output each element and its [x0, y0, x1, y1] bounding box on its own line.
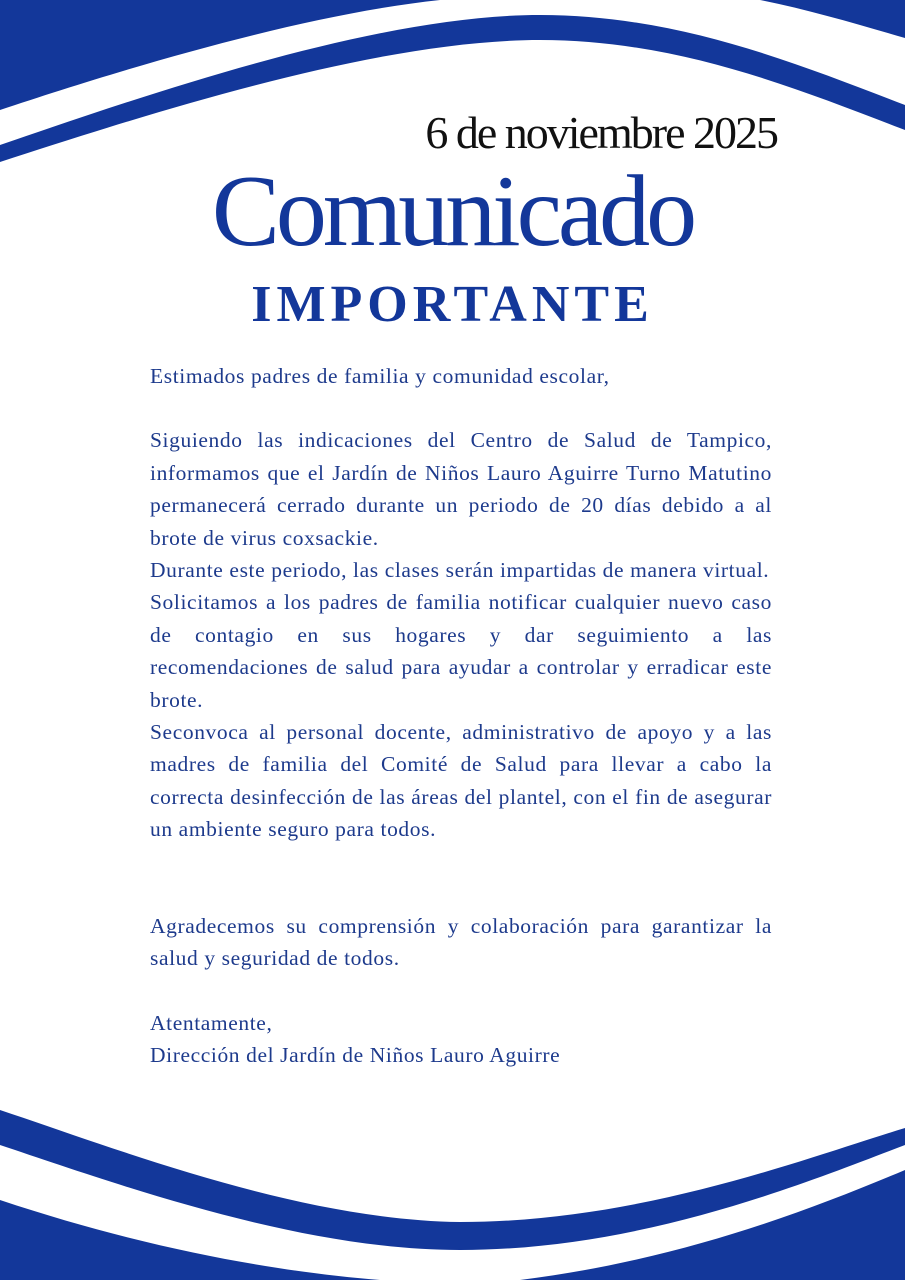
- bottom-wave-decoration: [0, 1110, 905, 1280]
- paragraph-closure: Siguiendo las indicaciones del Centro de Salud de Tampico, informamos que el Jardín de Niños Lauro Aguirre Turno Matutino permanecerá cerrado durante un periodo de 20 días debido a al brote de virus coxsackie.: [150, 428, 772, 550]
- date: 6 de noviembre 2025: [425, 107, 777, 158]
- paragraph-virtual-classes: Durante este periodo, las clases serán impartidas de manera virtual.: [150, 558, 770, 583]
- paragraph-disinfection: Seconvoca al personal docente, administrativo de apoyo y a las madres de familia del Comité de Salud para llevar a cabo la correcta desinfección de las áreas del plantel, con el fin de asegurar un ambiente seguro para todos.: [150, 720, 772, 842]
- page-title: Comunicado: [211, 155, 694, 268]
- greeting: Estimados padres de familia y comunidad escolar,: [150, 364, 610, 388]
- closing: Atentamente,: [150, 1010, 273, 1035]
- paragraph-request: Solicitamos a los padres de familia notificar cualquier nuevo caso de contagio en sus hogares y dar seguimiento a las recomendaciones de salud para ayudar a controlar y erradicar este brote.: [150, 590, 772, 712]
- letter-body: [150, 360, 772, 1071]
- signature: Dirección del Jardín de Niños Lauro Aguirre: [150, 1042, 561, 1067]
- thanks-paragraph: Agradecemos su comprensión y colaboración para garantizar la salud y seguridad de todos.: [150, 913, 772, 971]
- page-subtitle: IMPORTANTE: [251, 276, 654, 333]
